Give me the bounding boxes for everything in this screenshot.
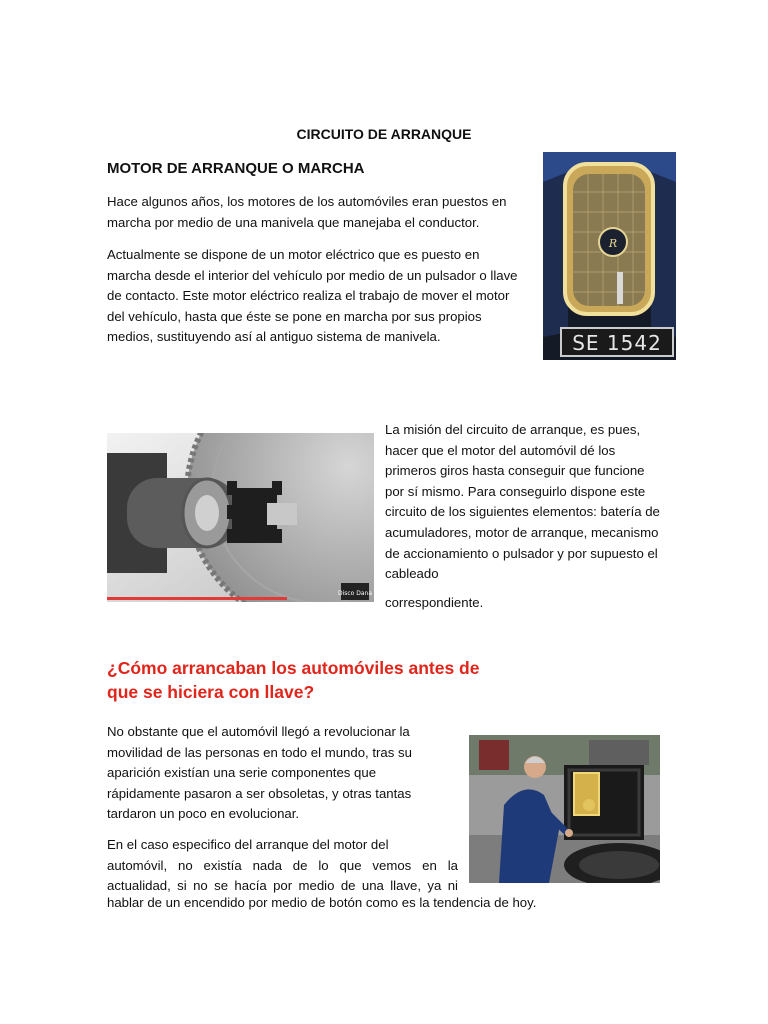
starter-motor-gear-photo	[107, 433, 374, 602]
paragraph-5-line-4: hablar de un encendido por medio de botón como es la tendencia de hoy.	[107, 895, 537, 910]
paragraph-5-line-3: actualidad, si no se hacía por medio de una llave, ya ni	[107, 878, 458, 893]
man-cranking-car-photo	[469, 735, 660, 883]
section-heading-motor: MOTOR DE ARRANQUE O MARCHA	[107, 160, 365, 177]
paragraph-5-line-1: En el caso especifico del arranque del motor del	[107, 837, 389, 852]
paragraph-2: Actualmente se dispone de un motor eléctrico que es puesto en marcha desde el interior del vehículo por medio de un pulsador o llave de contacto. Este motor eléctrico realiza el trabajo de mover el motor del vehículo, hasta que éste se pone en marcha por sus propios medios, sustituyendo así al antiguo sistema de manivela.	[107, 247, 518, 345]
document-title: CIRCUITO DE ARRANQUE	[296, 126, 472, 142]
paragraph-4: No obstante que el automóvil llegó a revolucionar la movilidad de las personas en todo el mundo, tras su aparición existían una serie componentes que rápidamente pasaron a ser obsoletas, y otras tantas tardaron un poco en evolucionar.	[107, 724, 412, 822]
paragraph-3-end: correspondiente.	[385, 595, 484, 610]
paragraph-3: La misión del circuito de arranque, es pues, hacer que el motor del automóvil dé los primeros giros hasta conseguir que funcione por sí mismo. Para conseguirlo dispone este circuito de los siguientes elementos: batería de acumuladores, motor de arranque, mecanismo de accionamiento o pulsador y por supuesto el cableado	[385, 422, 660, 582]
paragraph-1: Hace algunos años, los motores de los automóviles eran puestos en marcha por medio de una manivela que manejaba el conductor.	[107, 194, 507, 230]
section-heading-question: ¿Cómo arrancaban los automóviles antes de que se hiciera con llave?	[107, 658, 480, 702]
vintage-radiator-photo	[543, 152, 676, 360]
license-plate-text: SE 1542	[572, 331, 662, 355]
svg-text:R: R	[608, 237, 618, 250]
video-watermark: Disco Dana	[337, 590, 373, 597]
paragraph-5-line-2: automóvil, no existía nada de lo que vemos en la	[107, 857, 458, 873]
